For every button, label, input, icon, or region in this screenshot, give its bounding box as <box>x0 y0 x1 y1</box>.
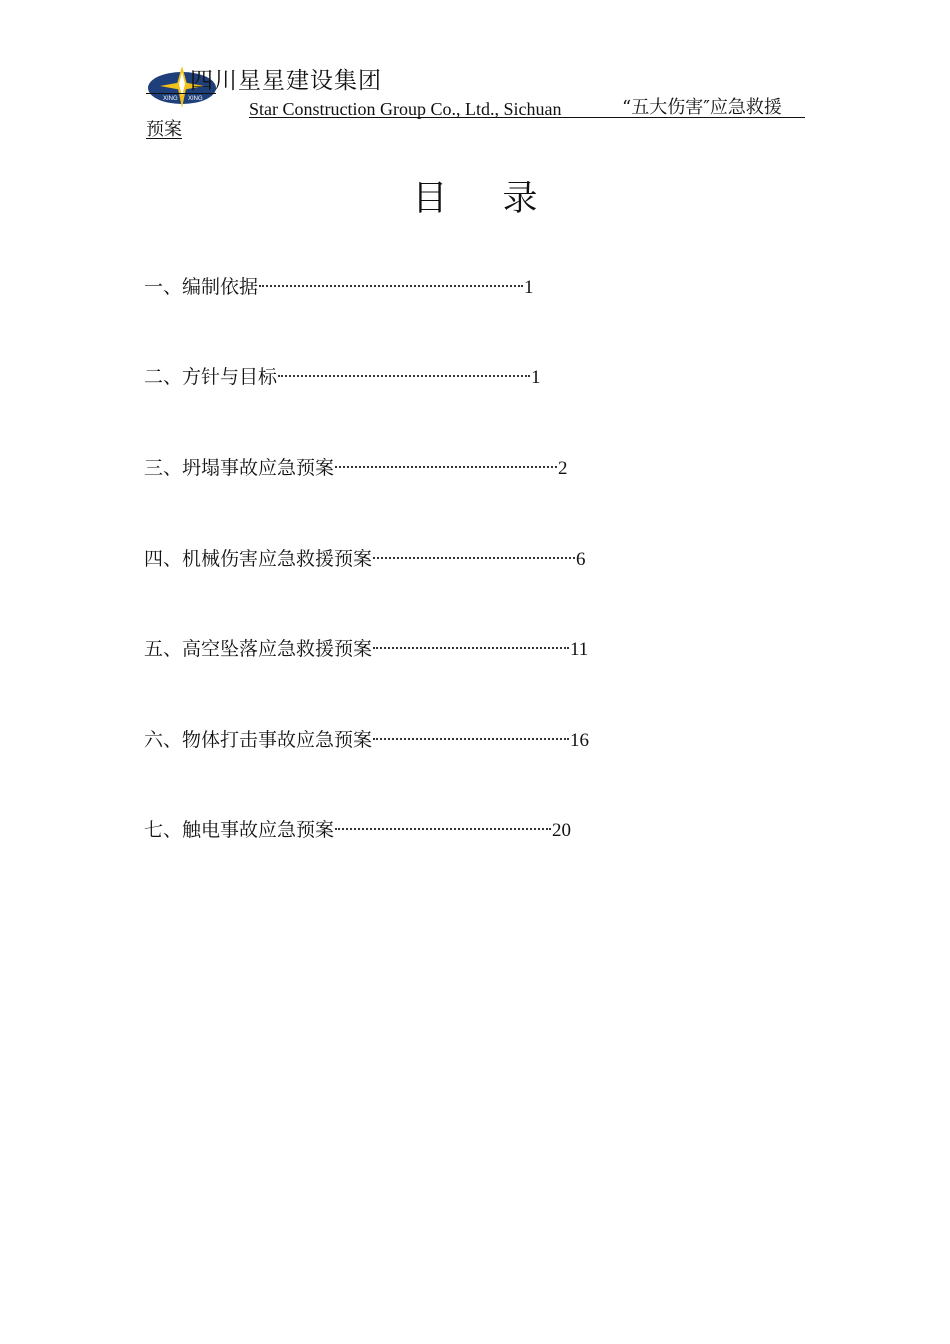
toc-leader-dots <box>335 828 551 830</box>
toc-item-page: 16 <box>570 730 590 751</box>
document-title-continued: 预案 <box>146 119 182 140</box>
toc-leader-dots <box>373 738 569 740</box>
header-underline <box>249 117 805 118</box>
logo-text-left: XING <box>163 96 178 102</box>
toc-item-page: 11 <box>570 639 589 660</box>
toc-leader-dots <box>278 375 530 377</box>
toc-item-label: 二、方针与目标 <box>144 366 278 388</box>
toc-item-page: 6 <box>576 549 586 570</box>
toc-item[interactable] <box>144 453 568 483</box>
toc-item-label: 四、机械伤害应急救援预案 <box>144 548 373 570</box>
toc-item-page: 2 <box>558 458 568 479</box>
company-name-cn: 四川星星建设集团 <box>190 68 382 94</box>
toc-item-label: 三、坍塌事故应急预案 <box>144 457 335 479</box>
logo-text-right: XING <box>188 96 203 102</box>
toc-item-label: 五、高空坠落应急救援预案 <box>144 638 373 660</box>
toc-item-page: 1 <box>531 367 541 388</box>
toc-item-label: 一、编制依据 <box>144 276 259 298</box>
toc-item[interactable] <box>144 272 534 302</box>
header-underline-second <box>146 138 182 139</box>
page-header <box>0 0 950 150</box>
toc-item[interactable] <box>144 815 571 845</box>
toc-item[interactable] <box>144 725 589 755</box>
toc-title: 目 录 <box>412 179 560 219</box>
toc-item-page: 20 <box>552 820 572 841</box>
document-title: “五大伤害″应急救援 <box>622 97 782 118</box>
toc-item[interactable] <box>144 544 586 574</box>
toc-leader-dots <box>373 647 569 649</box>
toc-item-page: 1 <box>524 277 534 298</box>
company-name-en: Star Construction Group Co., Ltd., Sichuan <box>249 99 562 119</box>
toc-leader-dots <box>259 285 523 287</box>
toc-leader-dots <box>373 557 575 559</box>
toc-leader-dots <box>335 466 557 468</box>
toc-item-label: 七、触电事故应急预案 <box>144 819 335 841</box>
toc-item[interactable] <box>144 362 541 392</box>
toc-item-label: 六、物体打击事故应急预案 <box>144 729 373 751</box>
toc-item[interactable] <box>144 634 588 664</box>
